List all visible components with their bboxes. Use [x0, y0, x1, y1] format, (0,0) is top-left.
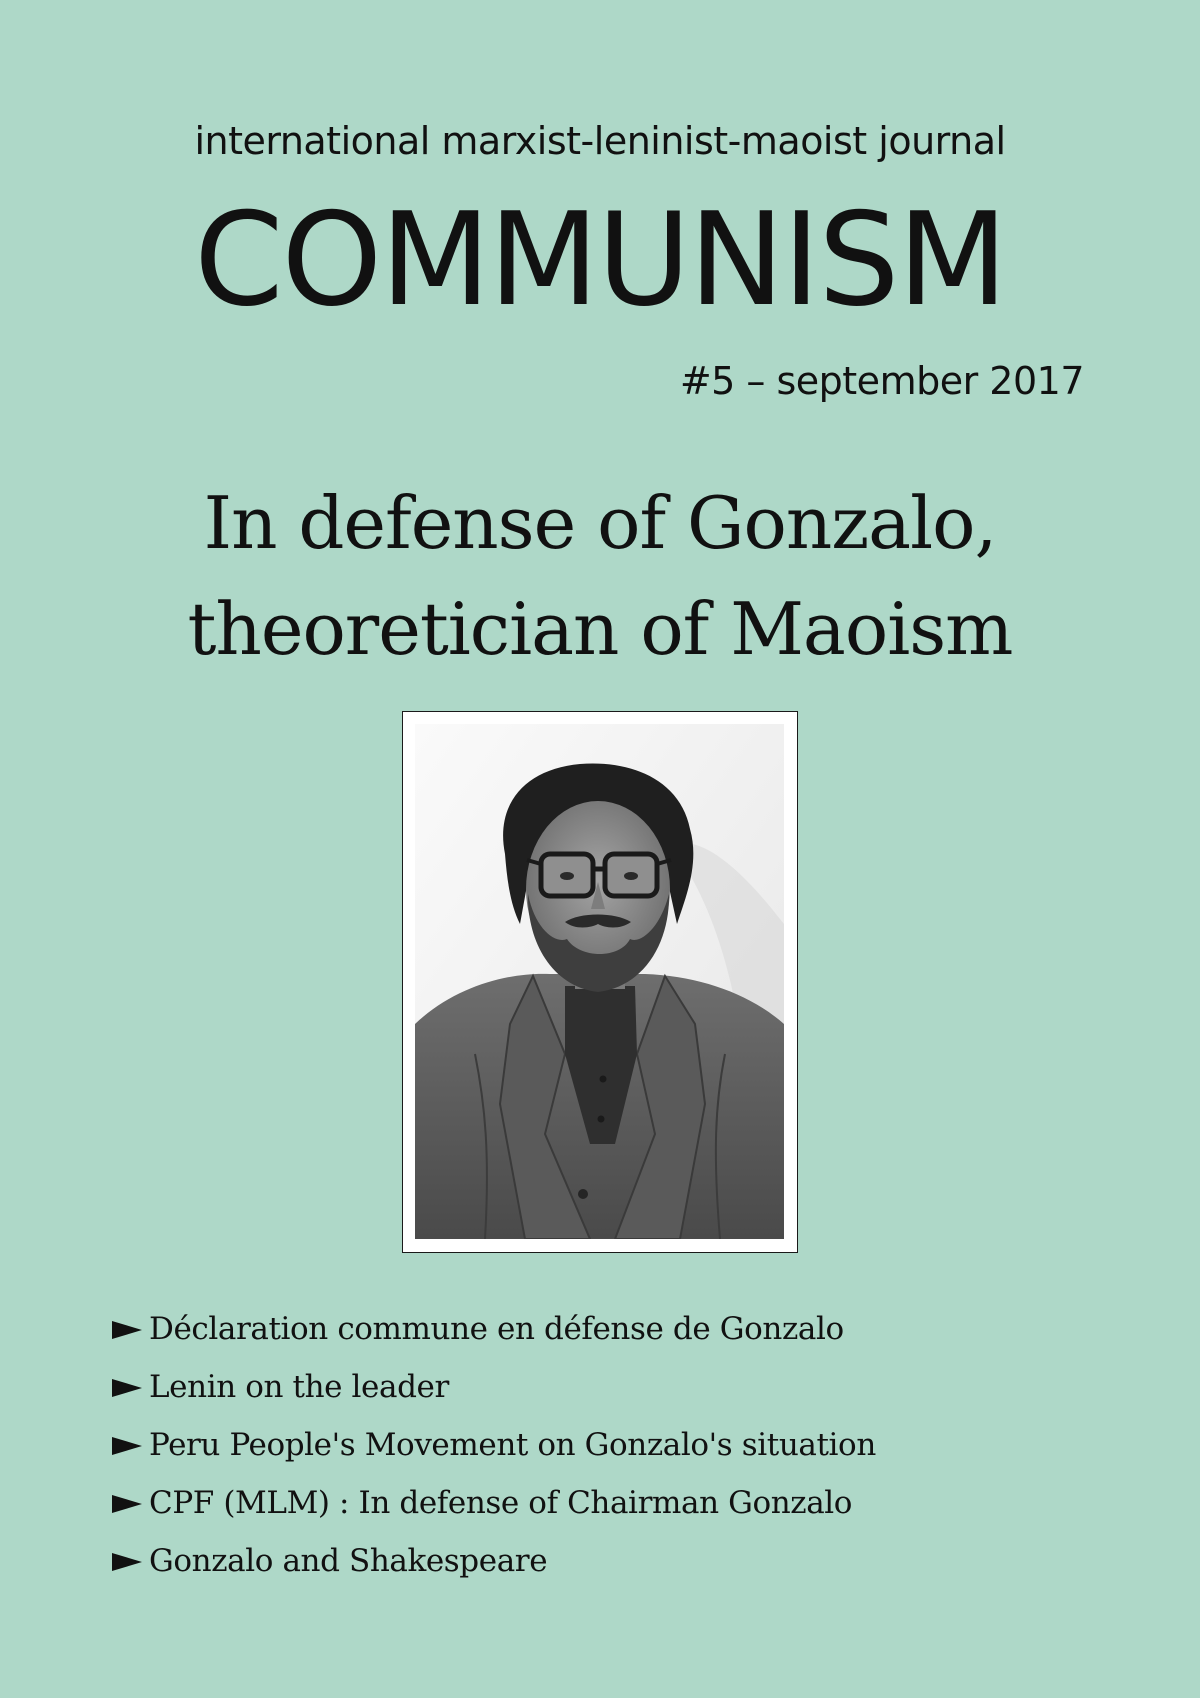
portrait-photo	[415, 724, 784, 1239]
list-item	[112, 1532, 876, 1590]
headline-line-2: theoretician of Maoism	[187, 587, 1013, 671]
journal-masthead: COMMUNISM	[194, 186, 1006, 335]
list-item	[112, 1358, 876, 1416]
journal-subtitle: international marxist-leninist-maoist journal	[194, 119, 1006, 163]
list-item	[112, 1300, 876, 1358]
list-item-label: Lenin on the leader	[149, 1369, 449, 1405]
list-item-label: CPF (MLM) : In defense of Chairman Gonzalo	[149, 1485, 853, 1521]
list-item-label: Peru People's Movement on Gonzalo's situation	[149, 1427, 876, 1463]
portrait-frame	[402, 711, 798, 1253]
right-pointer-icon	[112, 1321, 142, 1339]
list-item	[112, 1474, 876, 1532]
contents-list	[112, 1300, 876, 1590]
list-item-label: Gonzalo and Shakespeare	[149, 1543, 548, 1579]
right-pointer-icon	[112, 1379, 142, 1397]
right-pointer-icon	[112, 1437, 142, 1455]
headline-line-1: In defense of Gonzalo,	[203, 481, 997, 565]
portrait-illustration	[415, 724, 784, 1239]
cover-headline	[0, 470, 1200, 682]
right-pointer-icon	[112, 1495, 142, 1513]
list-item-label: Déclaration commune en défense de Gonzalo	[149, 1311, 844, 1347]
issue-number: #5 – september 2017	[679, 359, 1084, 403]
right-pointer-icon	[112, 1553, 142, 1571]
list-item	[112, 1416, 876, 1474]
